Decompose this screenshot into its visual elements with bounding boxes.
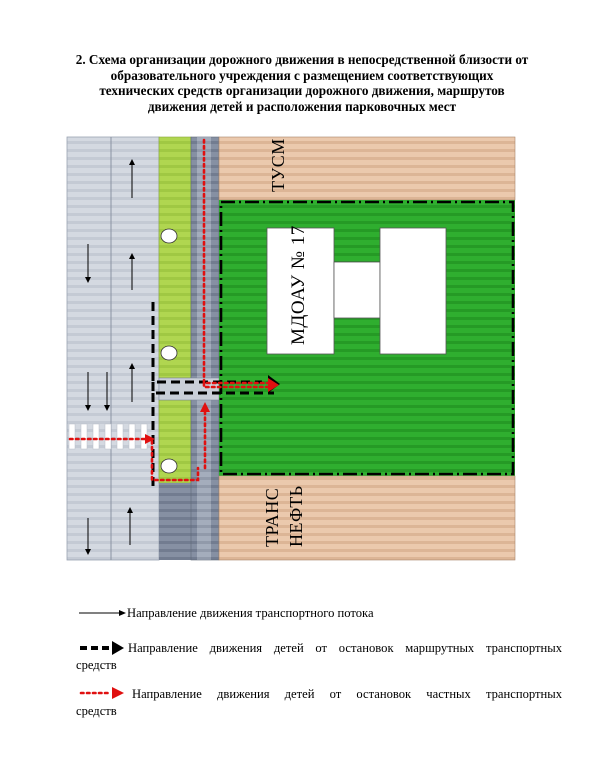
tusm-building (219, 137, 515, 200)
label-school: МДОАУ № 17 (288, 225, 309, 345)
title-line-4: движения детей и расположения парковочных мест (147, 98, 457, 114)
title-line-3: технических средств организации дорожного движения, маршрутов (99, 83, 505, 98)
legend-bus-route-continuation: средств (76, 658, 117, 672)
legend-car-route-continuation: средств (76, 704, 117, 718)
sidewalk-lower (159, 483, 191, 560)
label-neft: НЕФТЬ (286, 485, 306, 547)
legend-traffic-arrow-head (119, 610, 126, 616)
legend-car-line1: Направление движения детей от остановок частных транспортных (132, 687, 562, 701)
legend-car-route (76, 686, 562, 720)
title-line-1: 2. Схема организации дорожного движения в непосредственной близости от (75, 52, 529, 67)
bus-stop-marker (161, 459, 177, 473)
green-strip (159, 137, 191, 378)
legend-bus-route (76, 640, 562, 674)
roadway (67, 137, 159, 560)
school-building-right (380, 228, 446, 354)
legend-car-route-text (76, 686, 562, 703)
legend-bus-line1: Направление движения детей от остановок маршрутных транспортных (128, 641, 562, 655)
school-building-middle (334, 262, 380, 318)
title-line-2-text: образовательного учреждения с размещением соответствующих (110, 67, 494, 83)
bus-stop-marker (161, 229, 177, 243)
legend-traffic (127, 605, 427, 622)
school-territory (219, 200, 515, 476)
label-tusm: ТУСМ (268, 138, 288, 192)
legend-bus-route-text (76, 640, 562, 657)
label-trans: ТРАНС (262, 487, 282, 547)
legend-traffic-text: Направление движения транспортного потока (127, 606, 374, 620)
bus-stop-marker (161, 346, 177, 360)
